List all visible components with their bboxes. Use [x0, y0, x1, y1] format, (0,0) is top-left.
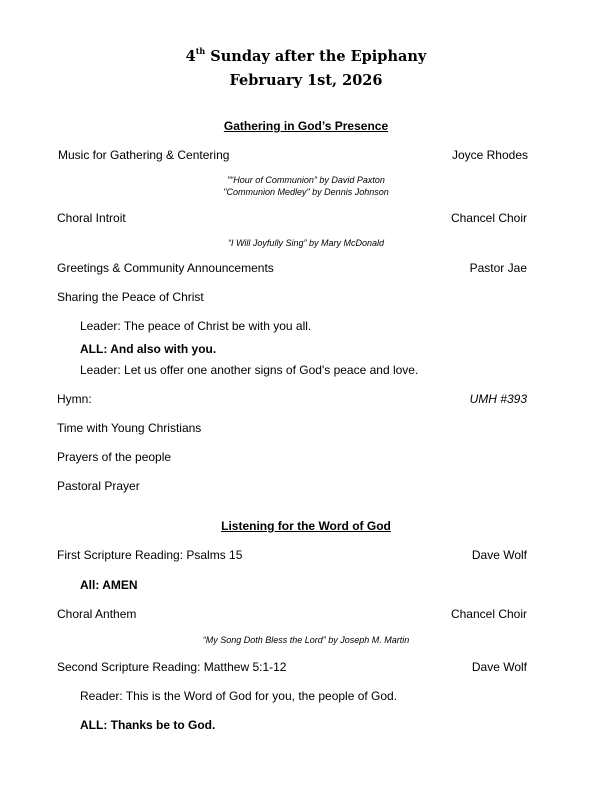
hymn-label: Hymn:: [57, 392, 92, 406]
order-item-peace: [57, 290, 527, 306]
young-christians-label: Time with Young Christians: [57, 421, 202, 435]
music-note-1: "“Hour of Communion” by David Paxton: [227, 175, 385, 185]
prayers-label: Prayers of the people: [57, 450, 172, 464]
title-ordinal-suffix: th: [195, 46, 206, 56]
order-item-anthem: [57, 607, 527, 623]
pastoral-prayer-label: Pastoral Prayer: [57, 479, 140, 493]
service-date: February 1st, 2026: [229, 72, 383, 89]
introit-leader: Chancel Choir: [450, 211, 527, 225]
order-item-first-reading: [57, 548, 527, 564]
first-reading-label: First Scripture Reading: Psalms 15: [57, 548, 243, 562]
section-heading-listening: Listening for the Word of God: [221, 519, 391, 533]
hymn-number: UMH #393: [469, 392, 527, 406]
music-leader: Joyce Rhodes: [451, 148, 528, 162]
greetings-leader: Pastor Jae: [469, 261, 527, 275]
first-reading-reader: Dave Wolf: [471, 548, 527, 562]
order-item-pastoral-prayer: [57, 479, 527, 495]
title-text: Sunday after the Epiphany: [205, 47, 427, 65]
order-item-young-christians: [57, 421, 527, 437]
peace-leader-line: Leader: The peace of Christ be with you all.: [80, 319, 312, 333]
anthem-label: Choral Anthem: [57, 607, 137, 621]
second-reading-reader: Dave Wolf: [471, 660, 527, 674]
introit-note: “I Will Joyfully Sing” by Mary McDonald: [228, 238, 384, 248]
order-item-second-reading: [57, 660, 527, 676]
order-item-hymn: [57, 392, 527, 408]
anthem-leader: Chancel Choir: [450, 607, 527, 621]
order-item-introit: [57, 211, 527, 227]
all-response: ALL: Thanks be to God.: [80, 718, 216, 732]
peace-leader-line-2: Leader: Let us offer one another signs of God's peace and love.: [80, 363, 419, 377]
title-number: 4: [185, 47, 196, 65]
service-title: [0, 47, 612, 65]
section-heading-gathering: Gathering in God’s Presence: [223, 119, 389, 133]
greetings-label: Greetings & Community Announcements: [57, 261, 274, 275]
order-item-prayers: [57, 450, 527, 466]
anthem-note: “My Song Doth Bless the Lord” by Joseph M. Martin: [202, 635, 410, 645]
first-reading-response: All: AMEN: [80, 578, 138, 592]
introit-label: Choral Introit: [57, 211, 126, 225]
peace-all-response: ALL: And also with you.: [80, 342, 217, 356]
order-item-music: [58, 148, 528, 164]
second-reading-label: Second Scripture Reading: Matthew 5:1-12: [57, 660, 287, 674]
music-note-2: "Communion Medley" by Dennis Johnson: [223, 187, 389, 197]
order-item-greetings: [57, 261, 527, 277]
reader-line: Reader: This is the Word of God for you, the people of God.: [80, 689, 398, 703]
music-label: Music for Gathering & Centering: [58, 148, 230, 162]
peace-label: Sharing the Peace of Christ: [57, 290, 204, 304]
